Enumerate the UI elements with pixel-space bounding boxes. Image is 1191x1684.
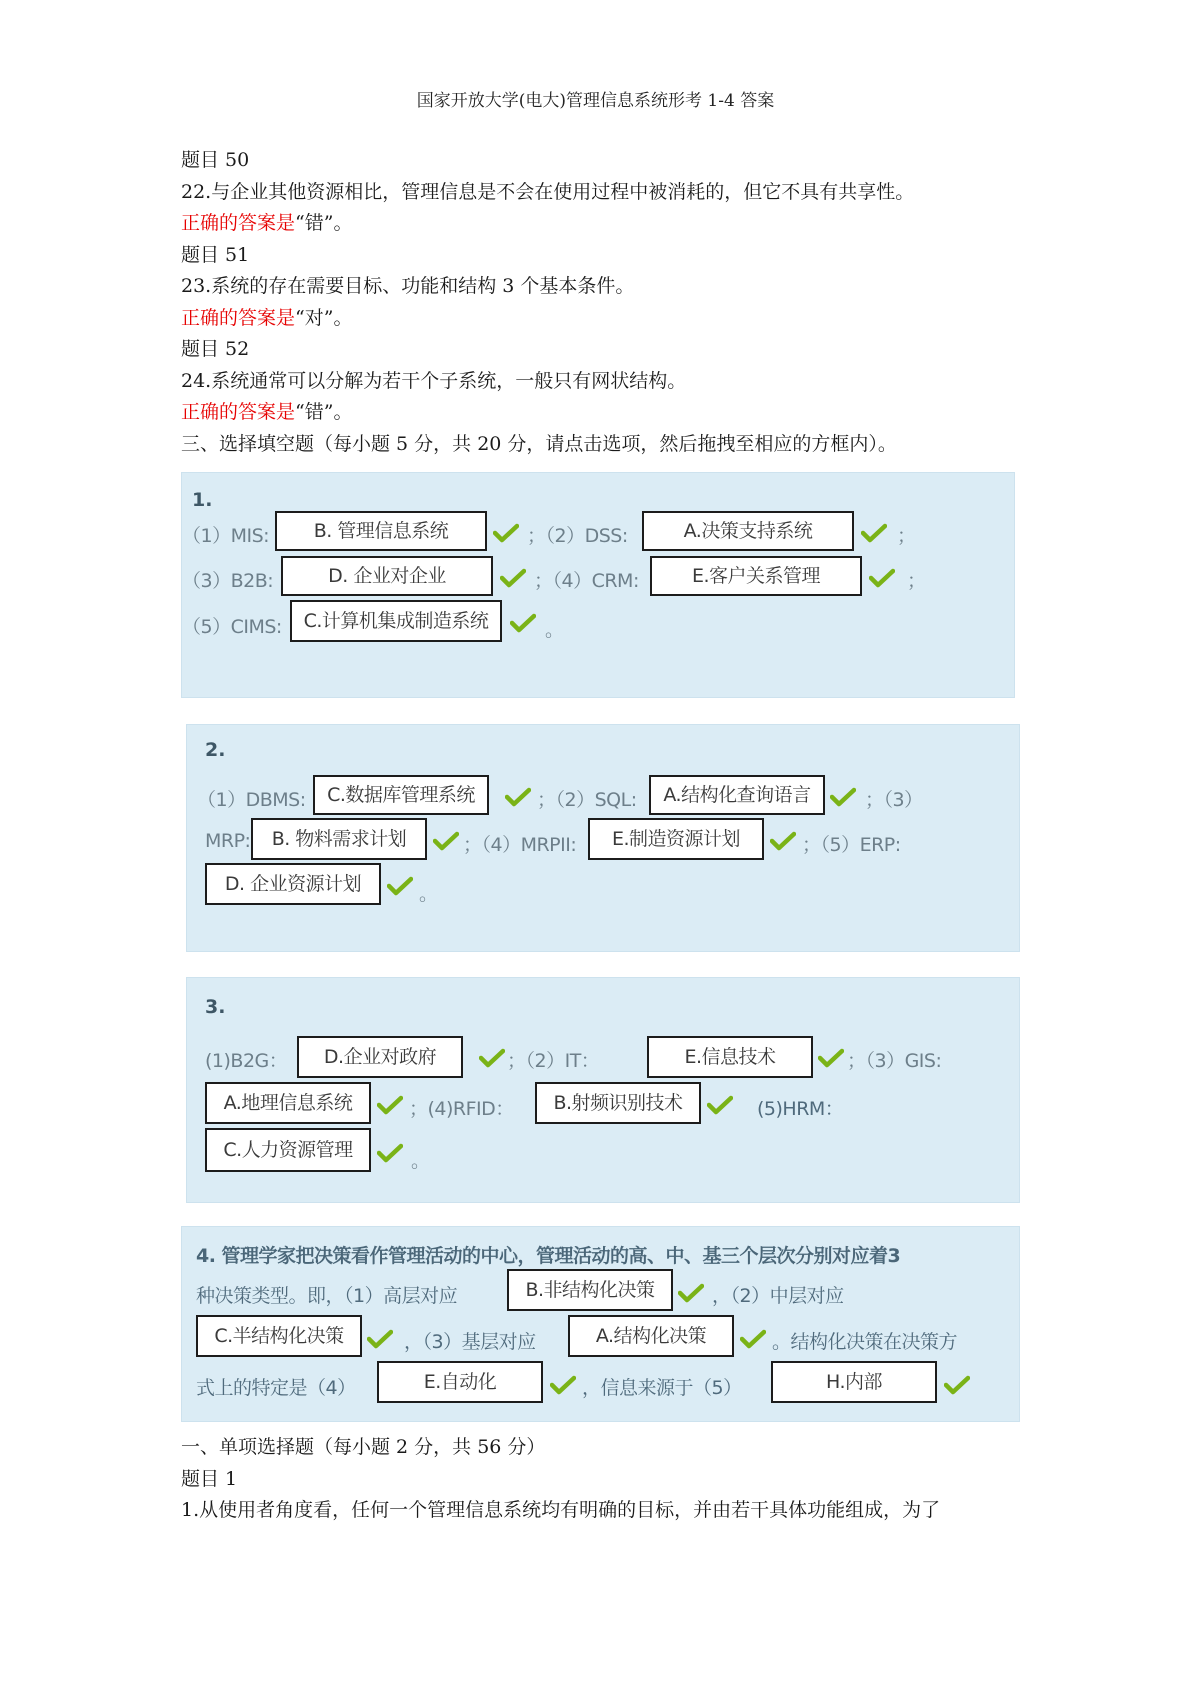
- checkmark-icon: [367, 1329, 393, 1349]
- answer-box[interactable]: A.结构化查询语言: [649, 775, 825, 815]
- answer-box[interactable]: A.结构化决策: [568, 1315, 734, 1357]
- question-title: 题目 50: [181, 149, 250, 171]
- blank-label: ；（2）DSS:: [527, 525, 628, 547]
- answer-box[interactable]: D. 企业资源计划: [205, 863, 381, 905]
- checkmark-icon: [433, 831, 459, 851]
- blank-label: ；（2）SQL:: [537, 789, 637, 811]
- checkmark-icon: [377, 1095, 403, 1115]
- answer-box[interactable]: D.企业对政府: [297, 1036, 463, 1078]
- blank-label: ；（4）CRM:: [534, 570, 639, 592]
- question-text: 式上的特定是（4）: [196, 1377, 356, 1399]
- checkmark-icon: [944, 1375, 970, 1395]
- separator: ；: [907, 570, 926, 592]
- correct-answer: [181, 208, 1011, 240]
- correct-answer: [181, 303, 1011, 335]
- blank-label: （5）CIMS:: [182, 616, 282, 638]
- checkmark-icon: [770, 831, 796, 851]
- answer-box[interactable]: E.自动化: [377, 1361, 543, 1403]
- answer-value: “错”。: [295, 401, 353, 423]
- checkmark-icon: [493, 523, 519, 543]
- blank-label: （1）DBMS:: [197, 789, 306, 811]
- question-panel-3: [186, 977, 1020, 1203]
- question-number: 1.: [192, 489, 213, 511]
- checkmark-icon: [861, 523, 887, 543]
- separator: ；: [897, 525, 916, 547]
- checkmark-icon: [550, 1375, 576, 1395]
- answer-box[interactable]: C.人力资源管理: [205, 1128, 371, 1172]
- checkmark-icon: [505, 787, 531, 807]
- answer-box[interactable]: C.数据库管理系统: [313, 775, 489, 815]
- end-mark: 。: [419, 883, 438, 905]
- end-mark: 。: [411, 1150, 430, 1172]
- answer-box[interactable]: C.计算机集成制造系统: [290, 600, 502, 642]
- checkmark-icon: [387, 876, 413, 896]
- answer-box[interactable]: B. 物料需求计划: [251, 818, 427, 860]
- answer-box[interactable]: D. 企业对企业: [281, 556, 493, 596]
- answer-box[interactable]: E.制造资源计划: [588, 818, 764, 860]
- question-text: 1.从使用者角度看，任何一个管理信息系统均有明确的目标，并由若干具体功能组成，为了: [181, 1499, 941, 1521]
- document-body-lower: [181, 1432, 1011, 1527]
- blank-label: MRP:: [205, 830, 251, 852]
- question-text: 4. 管理学家把决策看作管理活动的中心，管理活动的高、中、基三个层次分别对应着3: [196, 1245, 901, 1267]
- answer-value: “错”。: [295, 212, 353, 234]
- question-text: 种决策类型。即，（1）高层对应: [196, 1285, 458, 1307]
- answer-box[interactable]: C.半结构化决策: [196, 1315, 362, 1357]
- question-text: 。结构化决策在决策方: [772, 1331, 958, 1353]
- checkmark-icon: [869, 568, 895, 588]
- section-heading: 一、单项选择题（每小题 2 分，共 56 分）: [181, 1436, 546, 1458]
- question-number: 3.: [205, 996, 226, 1018]
- question-panel-4: [181, 1226, 1020, 1422]
- question-title: 题目 52: [181, 338, 250, 360]
- question-title: 题目 51: [181, 243, 250, 266]
- checkmark-icon: [377, 1143, 403, 1163]
- question-number: 2.: [205, 739, 226, 761]
- answer-box[interactable]: B.非结构化决策: [507, 1269, 673, 1311]
- end-mark: 。: [545, 619, 564, 641]
- blank-label: (1)B2G：: [205, 1050, 288, 1072]
- checkmark-icon: [479, 1048, 505, 1068]
- answer-label: 正确的答案是: [181, 212, 296, 234]
- blank-label: ；(4)RFID：: [409, 1098, 514, 1120]
- question-panel-1: [181, 472, 1015, 698]
- checkmark-icon: [740, 1329, 766, 1349]
- answer-box[interactable]: E.客户关系管理: [650, 556, 862, 596]
- page-header-title: 国家开放大学(电大)管理信息系统形考 1-4 答案: [416, 91, 775, 111]
- document-body: [181, 145, 1011, 460]
- checkmark-icon: [678, 1283, 704, 1303]
- checkmark-icon: [830, 787, 856, 807]
- answer-box[interactable]: A.决策支持系统: [642, 511, 854, 551]
- blank-label: ；（3）GIS:: [847, 1050, 942, 1072]
- question-panel-2: [186, 724, 1020, 952]
- section-heading: 三、选择填空题（每小题 5 分，共 20 分，请点击选项，然后拖拽至相应的方框内）。: [181, 432, 897, 455]
- blank-label: ；（2）IT：: [507, 1050, 600, 1072]
- question-text: 23.系统的存在需要目标、功能和结构 3 个基本条件。: [181, 275, 635, 297]
- checkmark-icon: [707, 1095, 733, 1115]
- question-text: 22.与企业其他资源相比，管理信息是不会在使用过程中被消耗的，但它不具有共享性。: [181, 180, 915, 203]
- answer-label: 正确的答案是: [181, 306, 296, 329]
- answer-box[interactable]: H.内部: [771, 1361, 937, 1403]
- answer-box[interactable]: A.地理信息系统: [205, 1082, 371, 1124]
- answer-box[interactable]: B. 管理信息系统: [275, 511, 487, 551]
- answer-label: 正确的答案是: [181, 401, 296, 423]
- blank-label: （3）B2B:: [182, 570, 274, 592]
- blank-label: ；（4）MRPII:: [463, 834, 577, 856]
- checkmark-icon: [818, 1048, 844, 1068]
- answer-box[interactable]: B.射频识别技术: [535, 1082, 701, 1124]
- blank-label: ；（3）: [865, 789, 923, 811]
- question-text: ，（2）中层对应: [712, 1285, 844, 1307]
- blank-label: (5)HRM：: [757, 1098, 844, 1120]
- question-title: 题目 1: [181, 1467, 238, 1490]
- question-text: 24.系统通常可以分解为若干个子系统，一般只有网状结构。: [181, 369, 687, 392]
- blank-label: （1）MIS:: [182, 525, 270, 547]
- question-text: ，（3）基层对应: [404, 1331, 536, 1353]
- question-text: ，信息来源于（5）: [582, 1377, 742, 1399]
- checkmark-icon: [510, 613, 536, 633]
- checkmark-icon: [500, 568, 526, 588]
- answer-value: “对”。: [295, 306, 353, 329]
- blank-label: ；（5）ERP:: [802, 834, 901, 856]
- correct-answer: [181, 397, 1011, 429]
- answer-box[interactable]: E.信息技术: [647, 1036, 813, 1078]
